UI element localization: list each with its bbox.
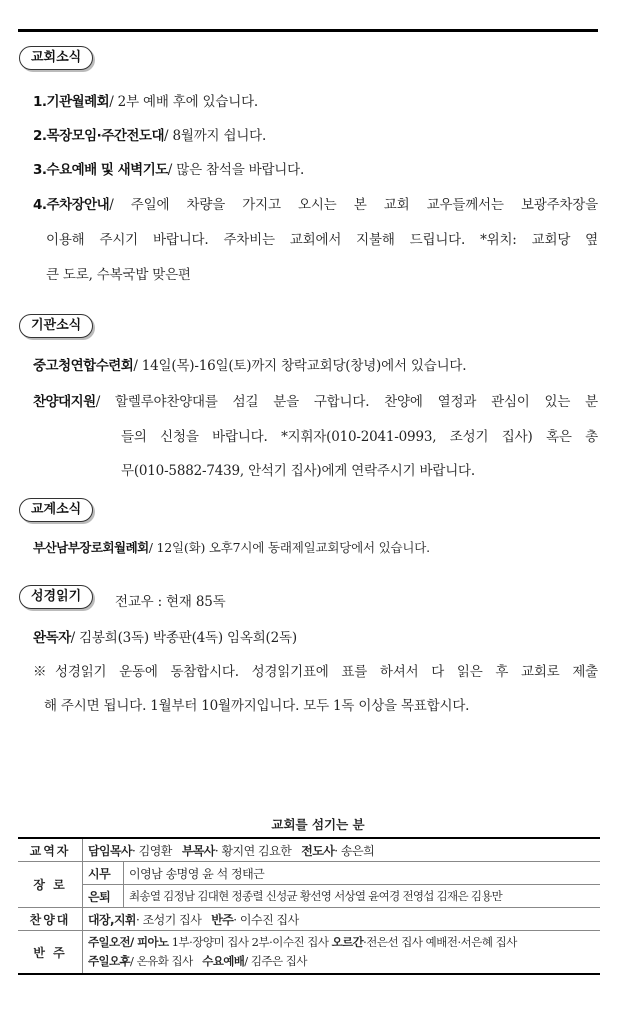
org-news-item-1: 중고청연합수련회/ 14일(목)-16일(토)까지 창락교회당(창녕)에서 있습니다. <box>33 358 467 374</box>
staff-elders-retired: 최송열 김정남 김대현 정종렬 신성균 황선영 서상열 윤여경 전영섭 김재은 김용만 <box>124 885 601 908</box>
org-news-item-2-cont2: 무(010-5882-7439, 안석기 집사)에게 연락주시기 바랍니다. <box>121 463 475 479</box>
presbytery-news-item: 부산남부장로회월례회/ 12일(화) 오후7시에 동래제일교회당에서 있습니다. <box>33 540 430 555</box>
bible-reading-badge: 성경읽기 <box>19 585 93 609</box>
staff-table <box>18 837 600 975</box>
staff-head-ministers: 교역자 <box>18 838 83 862</box>
church-news-item-4: 4.주차장안내/ 주일에 차량을 가지고 오시는 본 교회 교우들께서는 보광주차장을 <box>33 197 598 213</box>
presbytery-news-header <box>19 498 93 522</box>
church-news-header <box>19 46 93 70</box>
staff-choir-cell: 대장,지휘· 조성기 집사 반주· 이수진 집사 <box>83 908 601 931</box>
top-rule <box>18 29 598 32</box>
bible-reading-note-2: 해 주시면 됩니다. 1월부터 10월까지입니다. 모두 1독 이상을 목표합시다. <box>44 698 470 714</box>
church-news-item-2: 2.목장모임·주간전도대/ 8월까지 쉽니다. <box>33 128 267 144</box>
staff-head-elders: 장 로 <box>18 862 83 908</box>
staff-elders-active: 이영남 송명영 윤 석 정태근 <box>124 862 601 885</box>
church-news-item-1: 1.기관월례회/ 2부 예배 후에 있습니다. <box>33 94 258 110</box>
org-news-item-2-cont1: 들의 신청을 바랍니다. *지휘자(010-2041-0993, 조성기 집사) 혹은 총 <box>121 429 598 445</box>
church-news-item-4-cont2: 큰 도로, 수복국밥 맞은편 <box>46 267 191 283</box>
staff-row-choir <box>18 908 600 931</box>
staff-row-ministers <box>18 838 600 862</box>
org-news-item-2: 찬양대지원/ 할렐루야찬양대를 섬길 분을 구합니다. 찬양에 열정과 관심이 있는 분 <box>33 394 598 410</box>
staff-row-elders-active <box>18 862 600 885</box>
presbytery-news-badge: 교계소식 <box>19 498 93 522</box>
staff-accompanists-cell: 주일오전/ 피아노 1부·장양미 집사 2부·이수진 집사 오르간·전은선 집사 예배전·서은혜 집사 주일오후/ 온유화 집사 수요예배/ 김주은 집사 <box>83 931 601 975</box>
staff-ministers-cell: 담임목사· 김영환 부목사· 황지연 김요한 전도사· 송은희 <box>83 838 601 862</box>
bible-reading-note-1: ※성경읽기 운동에 동참합시다. 성경읽기표에 표를 하셔서 다 읽은 후 교회로 제출 <box>33 664 598 680</box>
org-news-badge: 기관소식 <box>19 314 93 338</box>
staff-head-accompanists: 반 주 <box>18 931 83 975</box>
bible-reading-header <box>19 585 93 609</box>
staff-elders-retired-label: 은퇴 <box>83 885 124 908</box>
church-news-badge: 교회소식 <box>19 46 93 70</box>
staff-elders-active-label: 시무 <box>83 862 124 885</box>
bible-reading-completers: 완독자/ 김봉희(3독) 박종판(4독) 임옥희(2독) <box>33 630 297 646</box>
staff-row-accompanists <box>18 931 600 975</box>
staff-head-choir: 찬양대 <box>18 908 83 931</box>
bible-reading-status: 전교우 : 현재 85독 <box>115 594 226 610</box>
church-news-item-3: 3.수요예배 및 새벽기도/ 많은 참석을 바랍니다. <box>33 162 305 178</box>
staff-title: 교회를 섬기는 분 <box>271 817 365 832</box>
org-news-header <box>19 314 93 338</box>
staff-row-elders-retired <box>18 885 600 908</box>
church-news-item-4-cont1: 이용해 주시기 바랍니다. 주차비는 교회에서 지불해 드립니다. *위치: 교회당 옆 <box>46 232 598 248</box>
